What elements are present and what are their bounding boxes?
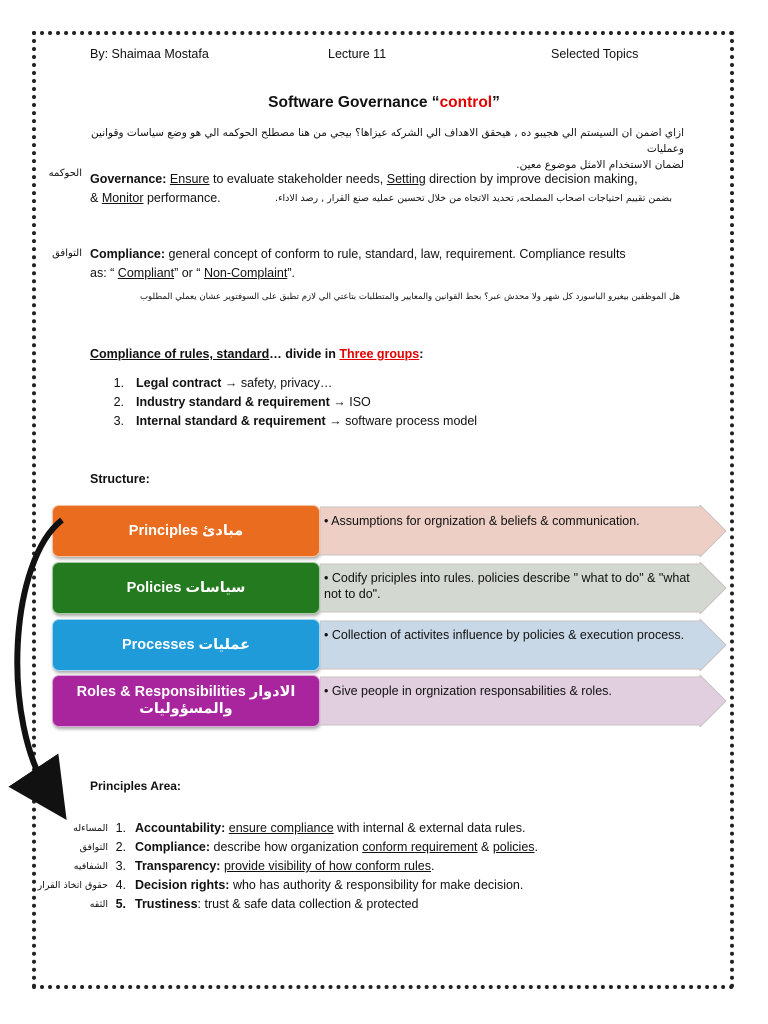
header-topic: Selected Topics [551, 47, 639, 61]
list-item [0, 819, 700, 838]
structure-desc-3: • Collection of activites influence by policies & execution process. [324, 628, 685, 642]
principles-area-heading: Principles Area: [90, 779, 181, 793]
principle-number: 4. [115, 878, 126, 892]
principle-text: Trustiness: trust & safe data collection & protected [135, 897, 419, 911]
principle-side-label: حقوق اتخاذ القرار [37, 880, 108, 891]
structure-label-1: Principles مبادئ [52, 505, 320, 557]
compliance-definition: Compliance: general concept of conform to rule, standard, law, requirement. Compliance results as: “ Compliant” or “ Non-Complaint”. [90, 247, 626, 280]
governance-side-label: الحوكمه [48, 168, 82, 179]
list-item [0, 876, 700, 895]
principle-text: Decision rights: who has authority & responsibility for make decision. [135, 878, 524, 892]
structure-heading: Structure: [90, 472, 150, 486]
principle-number: 1. [115, 821, 126, 835]
groups-heading: Compliance of rules, standard… divide in Three groups: [90, 347, 424, 361]
structure-desc-2: • Codify priciples into rules. policies describe " what to do" & "what not to do". [324, 571, 690, 601]
list-item: 3. Internal standard & requirement → software process model [113, 414, 478, 428]
title-highlight: control [439, 94, 493, 111]
principle-number: 3. [115, 859, 126, 873]
principle-text: Compliance: describe how organization conform requirement & policies. [135, 840, 538, 854]
page-title: Software Governance “control” [268, 94, 500, 111]
structure-label-4: Roles & Responsibilities الادوار والمسؤوليات [52, 675, 320, 727]
compliance-arabic: هل الموظفين بيغيرو الباسورد كل شهر ولا محدش عبر؟ بحط القوانين والمعايير والمتطلبات بتاعتي الي لازم تطبق على السوفتوير عشان يعملي المطلوب [139, 292, 680, 302]
list-item [0, 895, 700, 914]
structure-label-3: Processes عمليات [52, 619, 320, 671]
compliance-side-label: التوافق [52, 248, 82, 259]
header-lecture: Lecture 11 [328, 47, 387, 61]
header-author: By: Shaimaa Mostafa [90, 47, 209, 61]
list-item [0, 838, 700, 857]
governance-definition: Governance: Ensure to evaluate stakeholder needs, Setting direction by improve decision making, & Monitor performance. [90, 172, 638, 205]
principle-text: Transparency: provide visibility of how conform rules. [135, 859, 435, 873]
governance-arabic: بضمن تقييم احتياجات اصحاب المصلحه, تحديد الاتجاه من خلال تحسين عمليه صنع القرار , رصد الاداء. [275, 193, 672, 204]
principle-number: 2. [115, 840, 126, 854]
principle-side-label: المساءله [73, 823, 108, 834]
principle-number: 5. [115, 897, 126, 911]
list-item: 2. Industry standard & requirement → ISO [113, 395, 371, 409]
structure-desc-1: • Assumptions for orgnization & beliefs & communication. [324, 514, 640, 528]
intro-arabic: ازاي اضمن ان السيستم الي هجيبو ده , هيحقق الاهداف الي الشركه عيزاها؟ بيجي من هنا مصطلح الحوكمه الي هو وضع سياسات وقوانين وعمليات لضمان الاستخدام الامثل موضوع معين. [91, 127, 684, 171]
principle-side-label: الثقه [89, 899, 108, 910]
structure-label-2: Policies سياسات [52, 562, 320, 614]
principle-side-label: الشفافيه [73, 861, 108, 872]
list-item: 1. Legal contract → safety, privacy… [113, 376, 333, 390]
principle-side-label: التوافق [79, 842, 108, 853]
principle-text: Accountability: ensure compliance with internal & external data rules. [135, 821, 526, 835]
structure-desc-4: • Give people in orgnization responsabilities & roles. [324, 684, 612, 698]
list-item [0, 857, 700, 876]
